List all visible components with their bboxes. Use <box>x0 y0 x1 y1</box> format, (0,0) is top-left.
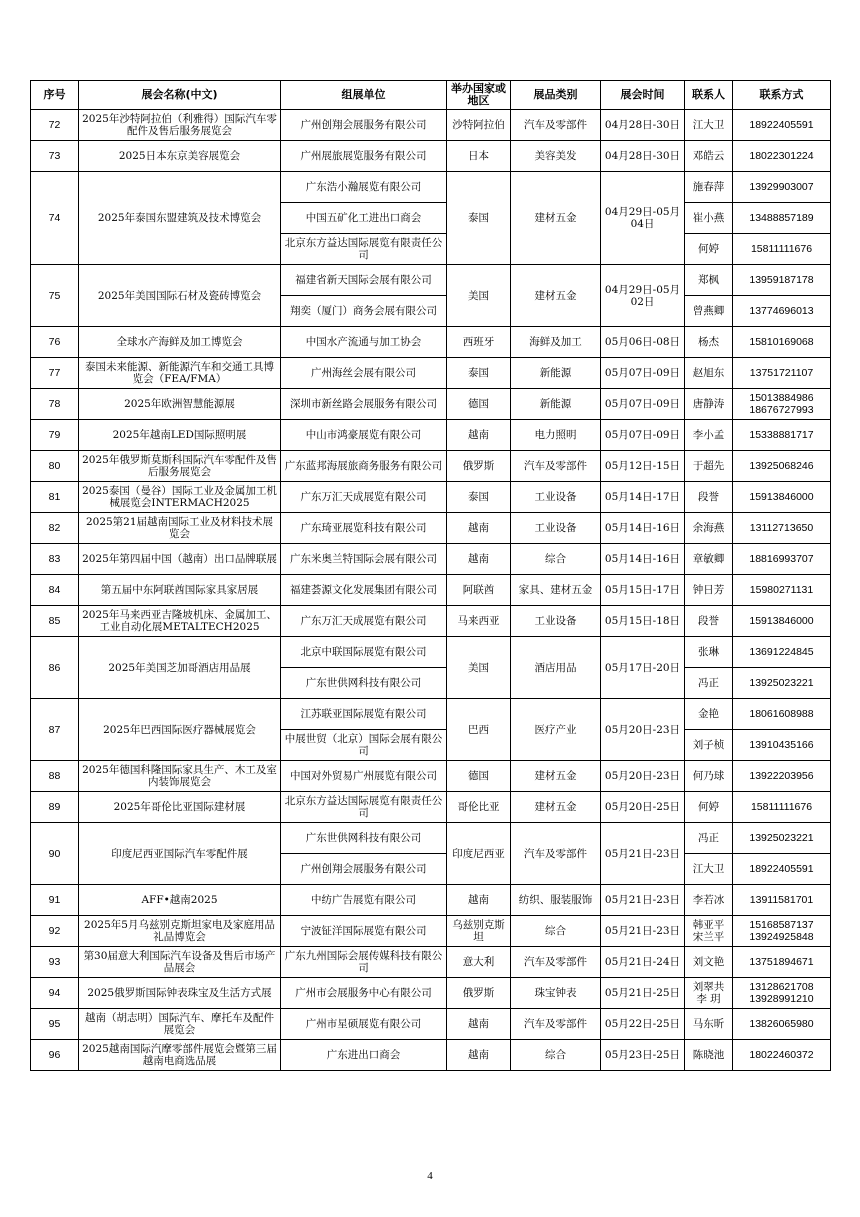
row-number: 72 <box>31 110 79 141</box>
category: 综合 <box>511 544 601 575</box>
contact-person: 段誉 <box>685 606 733 637</box>
country: 西班牙 <box>447 327 511 358</box>
contact-phone: 15810169068 <box>733 327 831 358</box>
contact-phone: 18061608988 <box>733 699 831 730</box>
organizer: 广州市会展服务中心有限公司 <box>281 978 447 1009</box>
exhibition-name: 2025泰国（曼谷）国际工业及金属加工机械展览会INTERMACH2025 <box>79 482 281 513</box>
organizer: 深圳市新丝路会展服务有限公司 <box>281 389 447 420</box>
table-row <box>31 978 831 1009</box>
exhibition-name: 2025年马来西亚吉隆坡机床、金属加工、工业自动化展METALTECH2025 <box>79 606 281 637</box>
organizer: 广州创翔会展服务有限公司 <box>281 110 447 141</box>
contact-phone: 18816993707 <box>733 544 831 575</box>
organizer: 北京东方益达国际展览有限责任公司 <box>281 792 447 823</box>
contact-phone: 13911581701 <box>733 885 831 916</box>
row-number: 85 <box>31 606 79 637</box>
table-row <box>31 451 831 482</box>
country: 泰国 <box>447 358 511 389</box>
table-row <box>31 389 831 420</box>
category: 建材五金 <box>511 792 601 823</box>
contact-phone: 13925023221 <box>733 823 831 854</box>
category: 综合 <box>511 916 601 947</box>
exhibition-time: 05月21日-23日 <box>601 885 685 916</box>
category: 建材五金 <box>511 761 601 792</box>
contact-phone: 18922405591 <box>733 854 831 885</box>
row-number: 77 <box>31 358 79 389</box>
contact-person: 何婷 <box>685 234 733 265</box>
exhibition-time: 04月28日-30日 <box>601 110 685 141</box>
exhibition-time: 05月15日-17日 <box>601 575 685 606</box>
category: 汽车及零部件 <box>511 823 601 885</box>
country: 意大利 <box>447 947 511 978</box>
country: 泰国 <box>447 482 511 513</box>
contact-person: 李小孟 <box>685 420 733 451</box>
contact-phone: 15811111676 <box>733 792 831 823</box>
exhibition-name: 全球水产海鲜及加工博览会 <box>79 327 281 358</box>
contact-phone: 15913846000 <box>733 482 831 513</box>
country: 越南 <box>447 885 511 916</box>
row-number: 83 <box>31 544 79 575</box>
country: 美国 <box>447 637 511 699</box>
contact-person: 钟日芳 <box>685 575 733 606</box>
exhibition-name: 2025年沙特阿拉伯（利雅得）国际汽车零配件及售后服务展览会 <box>79 110 281 141</box>
exhibition-name: 2025年第四届中国（越南）出口品牌联展 <box>79 544 281 575</box>
organizer: 翔奕（厦门）商务会展有限公司 <box>281 296 447 327</box>
exhibition-time: 05月07日-09日 <box>601 389 685 420</box>
contact-person: 何婷 <box>685 792 733 823</box>
exhibition-name: 2025年哥伦比亚国际建材展 <box>79 792 281 823</box>
row-number: 82 <box>31 513 79 544</box>
country: 乌兹别克斯坦 <box>447 916 511 947</box>
contact-person: 江大卫 <box>685 854 733 885</box>
contact-person: 马东昕 <box>685 1009 733 1040</box>
table-row <box>31 1040 831 1071</box>
contact-phone: 15980271131 <box>733 575 831 606</box>
organizer: 广东浩小瀚展览有限公司 <box>281 172 447 203</box>
category: 工业设备 <box>511 513 601 544</box>
exhibition-name: 2025年巴西国际医疗器械展览会 <box>79 699 281 761</box>
table-row <box>31 327 831 358</box>
contact-phone: 15338881717 <box>733 420 831 451</box>
row-number: 89 <box>31 792 79 823</box>
contact-phone: 13691224845 <box>733 637 831 668</box>
row-number: 74 <box>31 172 79 265</box>
organizer: 中山市鸿豪展览有限公司 <box>281 420 447 451</box>
header-person: 联系人 <box>685 81 733 110</box>
country: 越南 <box>447 1009 511 1040</box>
contact-phone: 13112713650 <box>733 513 831 544</box>
country: 美国 <box>447 265 511 327</box>
exhibition-time: 05月20日-23日 <box>601 699 685 761</box>
exhibition-time: 05月21日-23日 <box>601 823 685 885</box>
category: 汽车及零部件 <box>511 110 601 141</box>
country: 印度尼西亚 <box>447 823 511 885</box>
exhibition-name: 2025年欧洲智慧能源展 <box>79 389 281 420</box>
exhibition-time: 05月14日-16日 <box>601 544 685 575</box>
contact-person: 余海燕 <box>685 513 733 544</box>
contact-person: 邓皓云 <box>685 141 733 172</box>
table-row <box>31 699 831 730</box>
exhibition-time: 05月12日-15日 <box>601 451 685 482</box>
country: 泰国 <box>447 172 511 265</box>
country: 日本 <box>447 141 511 172</box>
header-no: 序号 <box>31 81 79 110</box>
exhibition-time: 05月21日-25日 <box>601 978 685 1009</box>
contact-person: 段誉 <box>685 482 733 513</box>
category: 新能源 <box>511 389 601 420</box>
contact-phone: 13959187178 <box>733 265 831 296</box>
contact-person: 金艳 <box>685 699 733 730</box>
table-row <box>31 823 831 854</box>
category: 美容美发 <box>511 141 601 172</box>
contact-person: 何乃球 <box>685 761 733 792</box>
exhibition-time: 05月14日-16日 <box>601 513 685 544</box>
exhibition-time: 05月06日-08日 <box>601 327 685 358</box>
contact-person: 刘文艳 <box>685 947 733 978</box>
contact-person: 江大卫 <box>685 110 733 141</box>
category: 汽车及零部件 <box>511 1009 601 1040</box>
contact-person: 曾燕卿 <box>685 296 733 327</box>
country: 越南 <box>447 420 511 451</box>
contact-person: 刘翠共 李 玥 <box>685 978 733 1009</box>
row-number: 93 <box>31 947 79 978</box>
contact-phone: 13922203956 <box>733 761 831 792</box>
organizer: 广东进出口商会 <box>281 1040 447 1071</box>
contact-person: 郑枫 <box>685 265 733 296</box>
table-row <box>31 575 831 606</box>
table-row <box>31 885 831 916</box>
contact-person: 章敏卿 <box>685 544 733 575</box>
organizer: 中国五矿化工进出口商会 <box>281 203 447 234</box>
row-number: 81 <box>31 482 79 513</box>
exhibition-name: 2025年越南LED国际照明展 <box>79 420 281 451</box>
row-number: 92 <box>31 916 79 947</box>
organizer: 广东万汇天成展览有限公司 <box>281 482 447 513</box>
contact-person: 于超先 <box>685 451 733 482</box>
table-row <box>31 172 831 203</box>
country: 越南 <box>447 513 511 544</box>
contact-phone: 13929903007 <box>733 172 831 203</box>
row-number: 90 <box>31 823 79 885</box>
exhibition-name: AFF•越南2025 <box>79 885 281 916</box>
row-number: 86 <box>31 637 79 699</box>
contact-phone: 13128621708 13928991210 <box>733 978 831 1009</box>
category: 新能源 <box>511 358 601 389</box>
exhibition-time: 05月17日-20日 <box>601 637 685 699</box>
organizer: 广州展旅展览服务有限公司 <box>281 141 447 172</box>
country: 俄罗斯 <box>447 451 511 482</box>
contact-phone: 13925068246 <box>733 451 831 482</box>
organizer: 北京东方益达国际展览有限责任公司 <box>281 234 447 265</box>
exhibition-name: 第五届中东阿联酋国际家具家居展 <box>79 575 281 606</box>
exhibition-name: 2025年泰国东盟建筑及技术博览会 <box>79 172 281 265</box>
exhibition-time: 04月29日-05月04日 <box>601 172 685 265</box>
row-number: 87 <box>31 699 79 761</box>
exhibition-time: 05月23日-25日 <box>601 1040 685 1071</box>
exhibition-time: 05月15日-18日 <box>601 606 685 637</box>
contact-person: 刘子桢 <box>685 730 733 761</box>
contact-phone: 15913846000 <box>733 606 831 637</box>
exhibition-time: 05月22日-25日 <box>601 1009 685 1040</box>
contact-person: 冯正 <box>685 668 733 699</box>
category: 综合 <box>511 1040 601 1071</box>
contact-person: 陈晓池 <box>685 1040 733 1071</box>
contact-phone: 13488857189 <box>733 203 831 234</box>
row-number: 79 <box>31 420 79 451</box>
contact-person: 崔小燕 <box>685 203 733 234</box>
organizer: 宁波钲洋国际展览有限公司 <box>281 916 447 947</box>
country: 阿联酋 <box>447 575 511 606</box>
country: 哥伦比亚 <box>447 792 511 823</box>
contact-person: 韩亚平 宋兰平 <box>685 916 733 947</box>
header-time: 展会时间 <box>601 81 685 110</box>
exhibition-name: 越南（胡志明）国际汽车、摩托车及配件展览会 <box>79 1009 281 1040</box>
table-row <box>31 141 831 172</box>
contact-person: 杨杰 <box>685 327 733 358</box>
exhibition-name: 2025第21届越南国际工业及材料技术展览会 <box>79 513 281 544</box>
table-row <box>31 916 831 947</box>
table-row <box>31 482 831 513</box>
exhibition-name: 2025年美国国际石材及瓷砖博览会 <box>79 265 281 327</box>
table-row <box>31 358 831 389</box>
exhibition-time: 05月07日-09日 <box>601 420 685 451</box>
header-name: 展会名称(中文) <box>79 81 281 110</box>
organizer: 广州海丝会展有限公司 <box>281 358 447 389</box>
contact-phone: 13910435166 <box>733 730 831 761</box>
table-row <box>31 265 831 296</box>
country: 越南 <box>447 1040 511 1071</box>
exhibition-name: 2025俄罗斯国际钟表珠宝及生活方式展 <box>79 978 281 1009</box>
header-phone: 联系方式 <box>733 81 831 110</box>
row-number: 73 <box>31 141 79 172</box>
row-number: 91 <box>31 885 79 916</box>
header-category: 展品类别 <box>511 81 601 110</box>
row-number: 78 <box>31 389 79 420</box>
contact-phone: 15811111676 <box>733 234 831 265</box>
category: 工业设备 <box>511 606 601 637</box>
exhibition-name: 2025年美国芝加哥酒店用品展 <box>79 637 281 699</box>
category: 建材五金 <box>511 265 601 327</box>
organizer: 中展世贸（北京）国际会展有限公司 <box>281 730 447 761</box>
header-organizer: 组展单位 <box>281 81 447 110</box>
table-body <box>31 110 831 1071</box>
contact-phone: 13751894671 <box>733 947 831 978</box>
organizer: 广东万汇天成展览有限公司 <box>281 606 447 637</box>
table-row <box>31 637 831 668</box>
category: 家具、建材五金 <box>511 575 601 606</box>
category: 纺织、服装服饰 <box>511 885 601 916</box>
table-row <box>31 513 831 544</box>
exhibition-time: 05月21日-23日 <box>601 916 685 947</box>
organizer: 中国对外贸易广州展览有限公司 <box>281 761 447 792</box>
contact-phone: 15168587137 13924925848 <box>733 916 831 947</box>
row-number: 76 <box>31 327 79 358</box>
exhibition-time: 04月28日-30日 <box>601 141 685 172</box>
category: 汽车及零部件 <box>511 451 601 482</box>
organizer: 广东琦亚展览科技有限公司 <box>281 513 447 544</box>
contact-phone: 13774696013 <box>733 296 831 327</box>
table-row <box>31 110 831 141</box>
exhibition-name: 2025越南国际汽摩零部件展览会暨第三届越南电商选品展 <box>79 1040 281 1071</box>
contact-person: 李若冰 <box>685 885 733 916</box>
country: 俄罗斯 <box>447 978 511 1009</box>
organizer: 中纺广告展览有限公司 <box>281 885 447 916</box>
contact-person: 施春萍 <box>685 172 733 203</box>
contact-phone: 13826065980 <box>733 1009 831 1040</box>
row-number: 84 <box>31 575 79 606</box>
category: 建材五金 <box>511 172 601 265</box>
contact-person: 冯正 <box>685 823 733 854</box>
country: 巴西 <box>447 699 511 761</box>
row-number: 88 <box>31 761 79 792</box>
row-number: 96 <box>31 1040 79 1071</box>
row-number: 94 <box>31 978 79 1009</box>
organizer: 广东九州国际会展传媒科技有限公司 <box>281 947 447 978</box>
exhibition-time: 05月14日-17日 <box>601 482 685 513</box>
organizer: 广州创翔会展服务有限公司 <box>281 854 447 885</box>
row-number: 75 <box>31 265 79 327</box>
exhibition-name: 2025年5月乌兹别克斯坦家电及家庭用品礼品博览会 <box>79 916 281 947</box>
country: 德国 <box>447 389 511 420</box>
exhibition-time: 05月21日-24日 <box>601 947 685 978</box>
category: 汽车及零部件 <box>511 947 601 978</box>
category: 海鲜及加工 <box>511 327 601 358</box>
contact-person: 赵旭东 <box>685 358 733 389</box>
row-number: 95 <box>31 1009 79 1040</box>
country: 德国 <box>447 761 511 792</box>
table-row <box>31 606 831 637</box>
table-row <box>31 1009 831 1040</box>
exhibition-time: 05月20日-25日 <box>601 792 685 823</box>
page-number: 4 <box>427 1170 433 1182</box>
contact-person: 唐静涛 <box>685 389 733 420</box>
exhibition-name: 泰国未来能源、新能源汽车和交通工具博览会（FEA/FMA） <box>79 358 281 389</box>
contact-phone: 18022460372 <box>733 1040 831 1071</box>
exhibition-table <box>30 80 831 1071</box>
header-country: 举办国家或地区 <box>447 81 511 110</box>
contact-phone: 13925023221 <box>733 668 831 699</box>
table-row <box>31 544 831 575</box>
organizer: 广州市星硕展览有限公司 <box>281 1009 447 1040</box>
exhibition-time: 05月07日-09日 <box>601 358 685 389</box>
table-row <box>31 420 831 451</box>
contact-person: 张琳 <box>685 637 733 668</box>
category: 工业设备 <box>511 482 601 513</box>
organizer: 福建省新天国际会展有限公司 <box>281 265 447 296</box>
table-row <box>31 761 831 792</box>
exhibition-time: 05月20日-23日 <box>601 761 685 792</box>
organizer: 福建荟源文化发展集团有限公司 <box>281 575 447 606</box>
category: 酒店用品 <box>511 637 601 699</box>
country: 马来西亚 <box>447 606 511 637</box>
category: 电力照明 <box>511 420 601 451</box>
table-row <box>31 792 831 823</box>
contact-phone: 18022301224 <box>733 141 831 172</box>
exhibition-time: 04月29日-05月02日 <box>601 265 685 327</box>
organizer: 广东蓝邦海展旅商务服务有限公司 <box>281 451 447 482</box>
exhibition-name: 2025年德国科隆国际家具生产、木工及室内装饰展览会 <box>79 761 281 792</box>
contact-phone: 15013884986 18676727993 <box>733 389 831 420</box>
contact-phone: 13751721107 <box>733 358 831 389</box>
country: 沙特阿拉伯 <box>447 110 511 141</box>
organizer: 中国水产流通与加工协会 <box>281 327 447 358</box>
organizer: 广东世供网科技有限公司 <box>281 668 447 699</box>
row-number: 80 <box>31 451 79 482</box>
exhibition-name: 第30届意大利国际汽车设备及售后市场产品展会 <box>79 947 281 978</box>
exhibition-name: 2025年俄罗斯莫斯科国际汽车零配件及售后服务展览会 <box>79 451 281 482</box>
exhibition-name: 印度尼西亚国际汽车零配件展 <box>79 823 281 885</box>
organizer: 江苏联亚国际展览有限公司 <box>281 699 447 730</box>
country: 越南 <box>447 544 511 575</box>
exhibition-name: 2025日本东京美容展览会 <box>79 141 281 172</box>
contact-phone: 18922405591 <box>733 110 831 141</box>
category: 珠宝钟表 <box>511 978 601 1009</box>
organizer: 广东世供网科技有限公司 <box>281 823 447 854</box>
table-row <box>31 947 831 978</box>
category: 医疗产业 <box>511 699 601 761</box>
organizer: 北京中联国际展览有限公司 <box>281 637 447 668</box>
header-row <box>31 81 831 110</box>
organizer: 广东米奥兰特国际会展有限公司 <box>281 544 447 575</box>
